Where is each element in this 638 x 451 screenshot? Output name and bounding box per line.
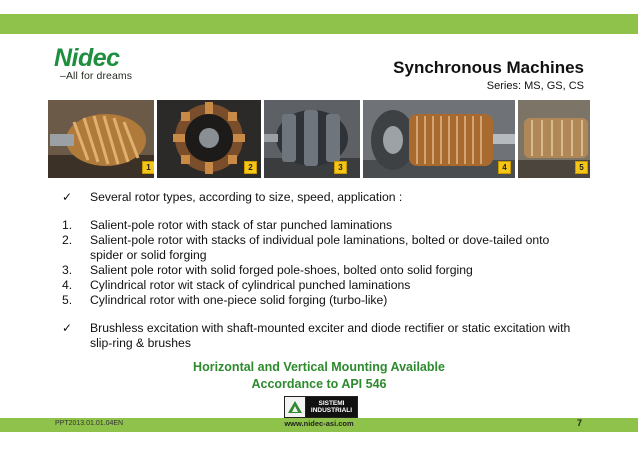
photo-badge: 1 <box>142 161 154 174</box>
list-number: 4. <box>62 278 73 292</box>
rotor-photo-1 <box>48 100 154 178</box>
top-green-band <box>0 14 638 34</box>
check-icon: ✓ <box>62 321 73 335</box>
photo-badge: 4 <box>498 161 511 174</box>
list-item-text: spider or solid forging <box>90 248 207 262</box>
svg-text:Nidec: Nidec <box>54 44 120 70</box>
sistemi-industriali-logo <box>284 396 358 418</box>
list-item-continuation <box>58 248 588 263</box>
page-title: Synchronous Machines <box>393 58 584 77</box>
rotor-image-icon <box>363 100 515 178</box>
list-number: 2. <box>62 233 73 247</box>
intro-bullet <box>58 190 588 205</box>
api-heading: Accordance to API 546 <box>251 377 387 391</box>
sistemi-words: SISTEMI INDUSTRIALI <box>306 397 357 417</box>
document-code: PPT2013.01.01.04EN <box>55 420 124 427</box>
intro-text: Several rotor types, according to size, speed, application : <box>90 190 403 204</box>
list-number: 1. <box>62 218 73 232</box>
photo-badge: 2 <box>244 161 257 174</box>
list-number: 5. <box>62 293 73 307</box>
check-icon: ✓ <box>62 190 73 204</box>
photo-badge: 3 <box>334 161 347 174</box>
rotor-photo-5 <box>518 100 590 178</box>
list-item-text: Cylindrical rotor with one-piece solid forging (turbo-like) <box>90 293 388 307</box>
photo-badge: 5 <box>575 161 588 174</box>
rotor-types-list <box>58 190 588 351</box>
rotor-photo-2 <box>157 100 261 178</box>
mounting-heading: Horizontal and Vertical Mounting Available <box>193 360 445 374</box>
list-item <box>58 218 588 233</box>
nidec-logo-icon <box>52 44 152 70</box>
website-link[interactable]: www.nidec-asi.com <box>284 419 354 428</box>
list-item-text: Salient-pole rotor with stack of star punched laminations <box>90 218 393 232</box>
rotor-photo-3 <box>264 100 360 178</box>
excitation-bullet <box>58 321 588 336</box>
list-item <box>58 233 588 248</box>
list-item <box>58 263 588 278</box>
rotor-image-icon <box>48 100 154 178</box>
list-item <box>58 278 588 293</box>
rotor-photo-4 <box>363 100 515 178</box>
list-item-text: Cylindrical rotor wit stack of cylindrical punched laminations <box>90 278 411 292</box>
excitation-text: slip-ring & brushes <box>90 336 191 350</box>
page-number: 7 <box>576 418 582 428</box>
list-item-text: Salient-pole rotor with stacks of individual pole laminations, bolted or dove-tailed onto <box>90 233 550 247</box>
list-item <box>58 293 588 308</box>
excitation-text: Brushless excitation with shaft-mounted exciter and diode rectifier or static excitation with <box>90 321 571 335</box>
sistemi-mark-icon <box>285 397 306 417</box>
rotor-photo-strip <box>48 100 590 178</box>
list-number: 3. <box>62 263 73 277</box>
series-subtitle: Series: MS, GS, CS <box>486 80 584 92</box>
excitation-continuation <box>58 336 588 351</box>
list-item-text: Salient pole rotor with solid forged pole-shoes, bolted onto solid forging <box>90 263 473 277</box>
tagline: –All for dreams <box>60 70 133 82</box>
